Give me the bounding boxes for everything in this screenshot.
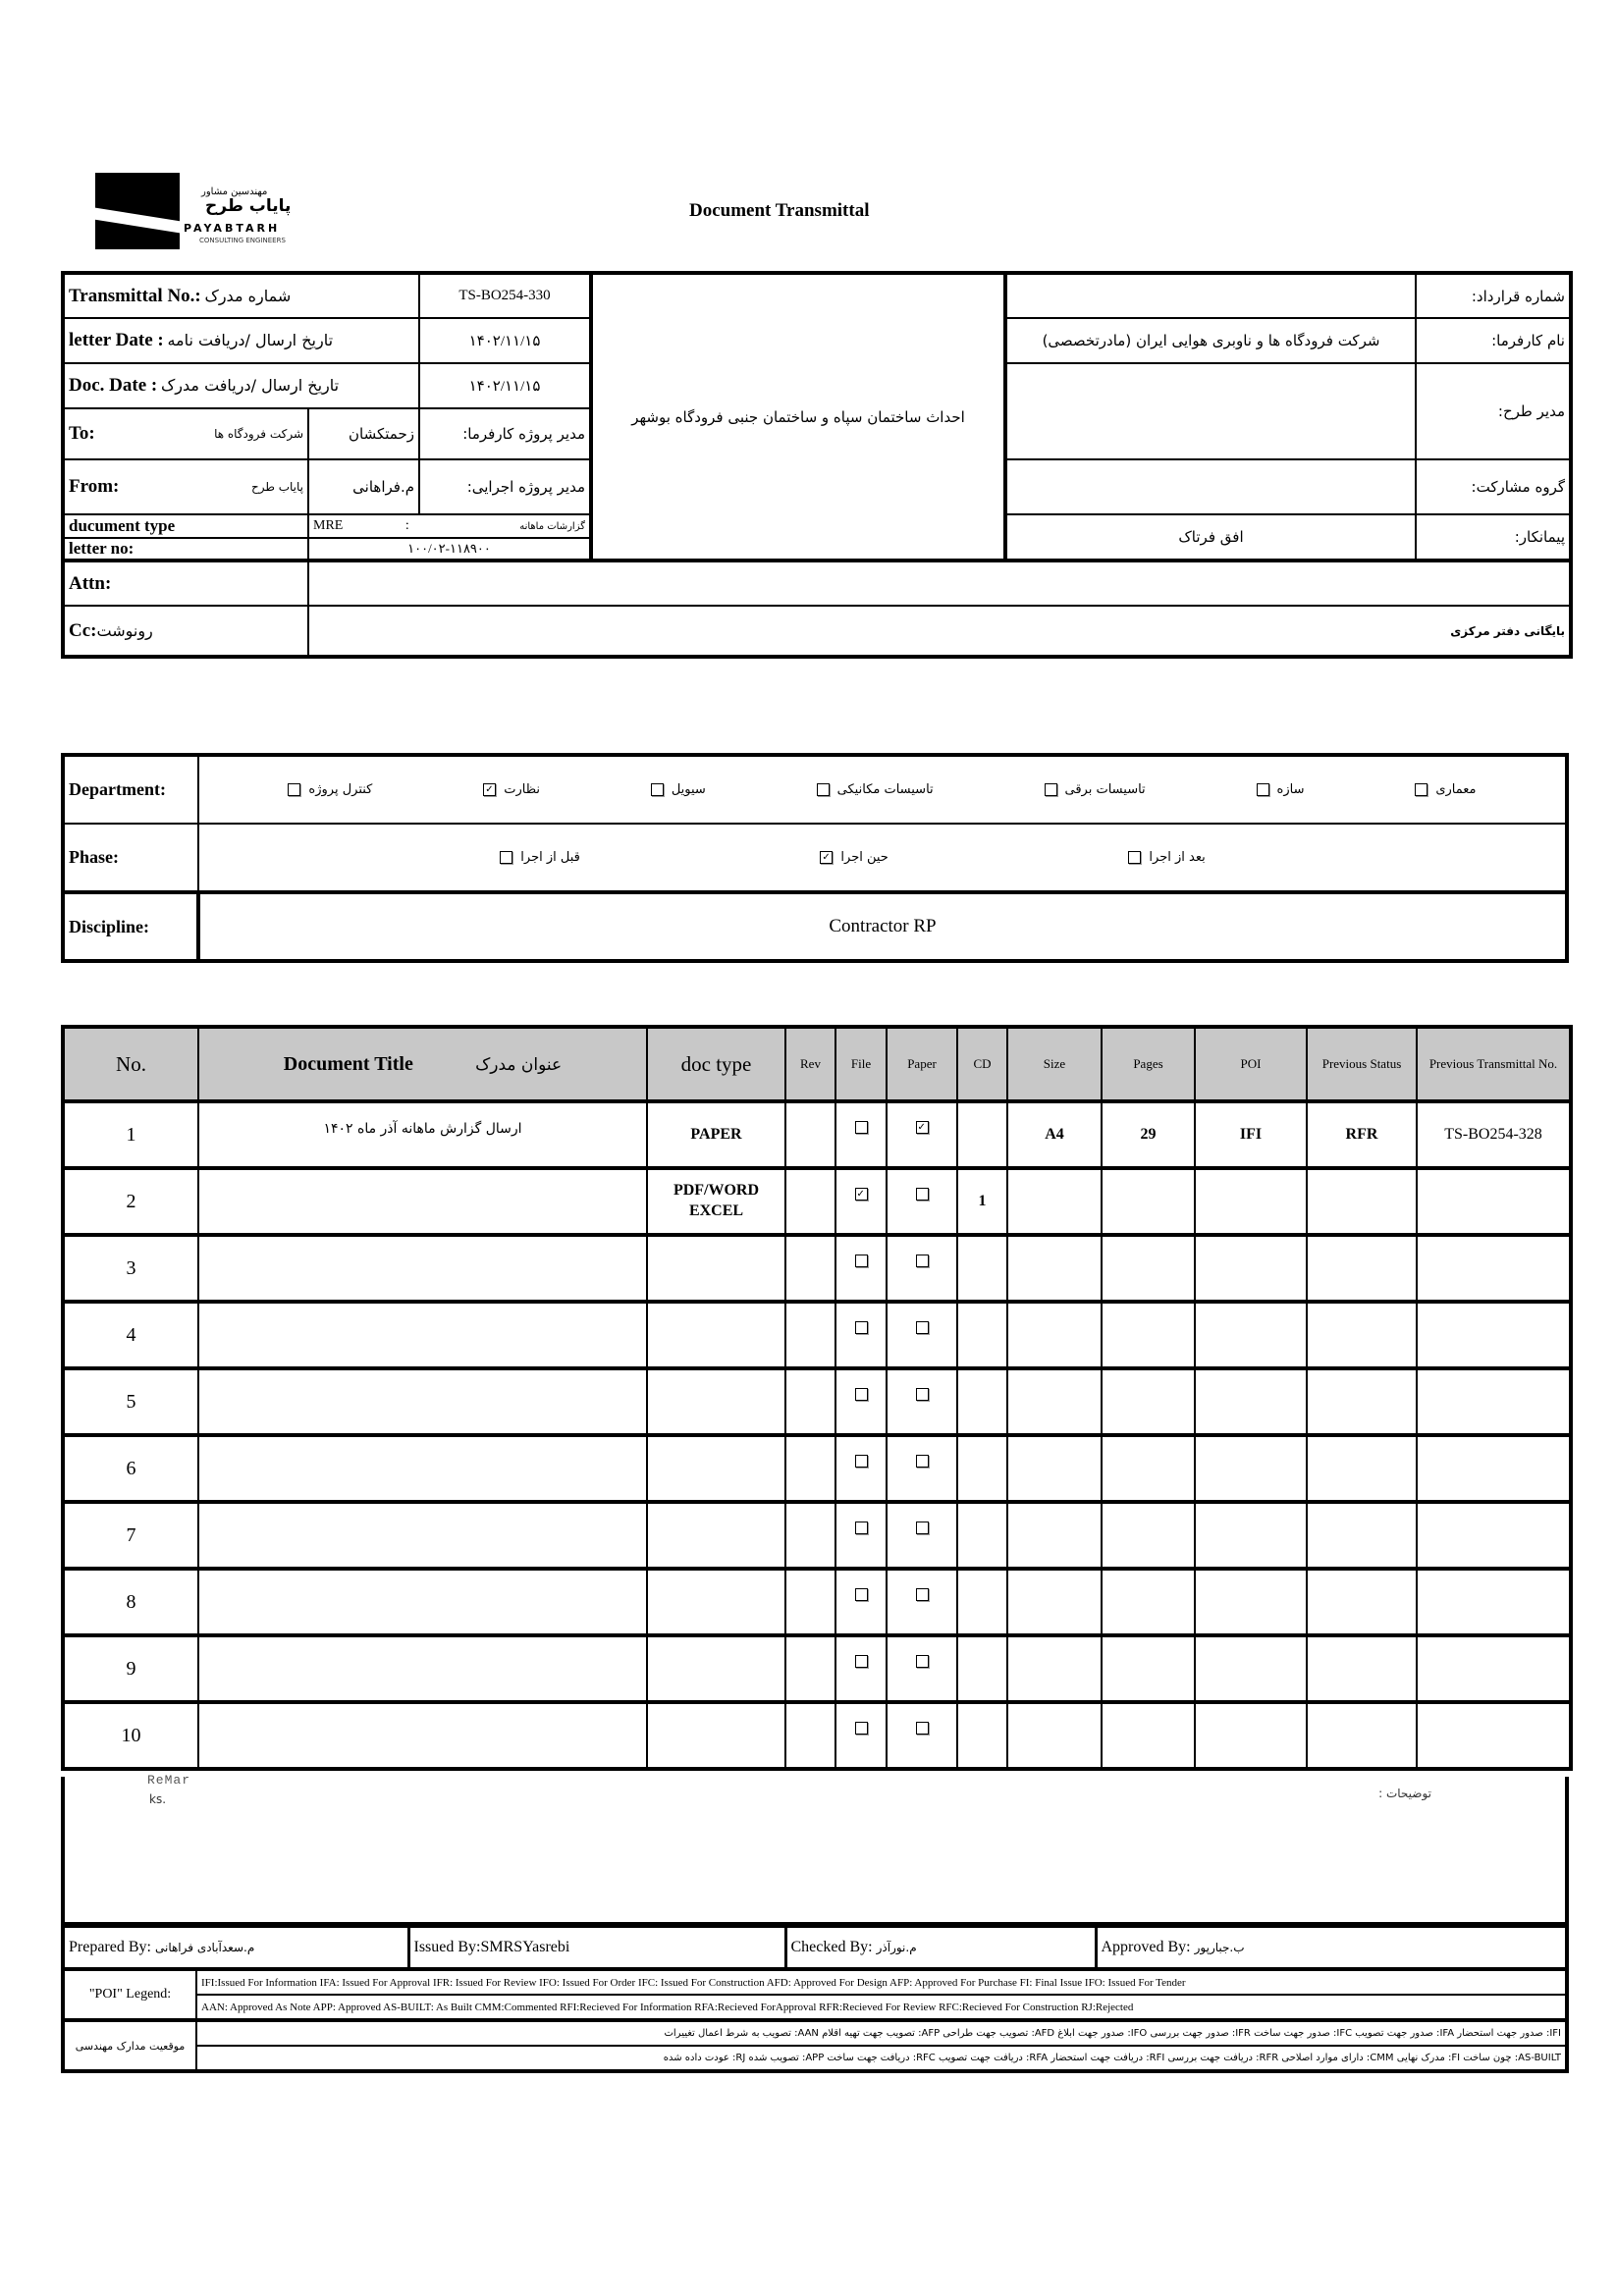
department-label: Department: xyxy=(63,755,198,824)
row-paper[interactable] xyxy=(887,1101,957,1168)
row-title xyxy=(198,1635,647,1702)
phase-label: Phase: xyxy=(63,824,198,892)
col-size: Size xyxy=(1007,1027,1102,1101)
checkbox-icon[interactable] xyxy=(855,1321,868,1334)
row-prev-transmittal xyxy=(1417,1502,1571,1569)
col-document-title: Document Title عنوان مدرک xyxy=(198,1027,647,1101)
option-label: کنترل پروژه xyxy=(308,782,373,797)
checkbox-checked-icon[interactable] xyxy=(916,1121,929,1134)
row-pages xyxy=(1102,1368,1195,1435)
option-department-5[interactable] xyxy=(483,782,540,797)
col-no: No. xyxy=(63,1027,198,1101)
row-poi xyxy=(1195,1368,1307,1435)
row-size xyxy=(1007,1368,1102,1435)
row-paper[interactable] xyxy=(887,1435,957,1502)
row-paper[interactable] xyxy=(887,1302,957,1368)
checkbox-icon[interactable] xyxy=(1415,783,1427,796)
row-title xyxy=(198,1569,647,1635)
checkbox-icon[interactable] xyxy=(500,851,512,864)
row-no: 1 xyxy=(63,1101,198,1168)
row-pages xyxy=(1102,1302,1195,1368)
plan-manager-value xyxy=(1005,363,1416,459)
table-row xyxy=(63,1635,1571,1702)
remarks-label-fa: توضیحات : xyxy=(1378,1787,1431,1800)
checkbox-checked-icon[interactable] xyxy=(855,1188,868,1201)
row-prev-transmittal xyxy=(1417,1569,1571,1635)
row-size xyxy=(1007,1435,1102,1502)
employer-value: شرکت فرودگاه ها و ناوبری هوایی ایران (مادرتخصصی) xyxy=(1005,318,1416,363)
attn-label: Attn: xyxy=(63,561,308,606)
poi-legend-label: "POI" Legend: xyxy=(63,1969,196,2020)
option-department-0[interactable] xyxy=(1415,782,1476,797)
partnership-group-label: گروه مشارکت: xyxy=(1416,459,1571,514)
row-pages xyxy=(1102,1235,1195,1302)
letter-no-value: ۱۰۰/۰۲-۱۱۸۹۰۰ xyxy=(308,538,591,561)
row-rev xyxy=(785,1368,835,1435)
row-paper[interactable] xyxy=(887,1168,957,1235)
col-file: File xyxy=(835,1027,887,1101)
row-no: 3 xyxy=(63,1235,198,1302)
company-logo xyxy=(95,173,341,251)
row-prev-transmittal: TS-BO254-328 xyxy=(1417,1101,1571,1168)
table-row xyxy=(63,1302,1571,1368)
checked-by: Checked By: م.نورآذر xyxy=(785,1926,1096,1969)
documents-table xyxy=(61,1025,1573,1771)
row-prev-status xyxy=(1307,1502,1417,1569)
discipline-value: Contractor RP xyxy=(198,892,1567,961)
to-value: شرکت فرودگاه ها xyxy=(214,427,303,441)
row-rev xyxy=(785,1101,835,1168)
row-prev-transmittal xyxy=(1417,1302,1571,1368)
transmittal-no-value: TS-BO254-330 xyxy=(419,273,591,318)
row-file[interactable] xyxy=(835,1302,887,1368)
row-size xyxy=(1007,1635,1102,1702)
row-no: 9 xyxy=(63,1635,198,1702)
row-poi xyxy=(1195,1702,1307,1769)
table-row xyxy=(63,1235,1571,1302)
remarks-label-suffix: ks. xyxy=(149,1792,167,1806)
document-type-value: MRE : گزارشات ماهانه xyxy=(308,514,591,538)
logo-fa-name: پایاب طرح xyxy=(205,196,292,216)
row-poi xyxy=(1195,1168,1307,1235)
table-row xyxy=(63,1101,1571,1168)
option-label: نظارت xyxy=(504,782,540,797)
transmittal-no-label: Transmittal No.: شماره مدرک xyxy=(63,273,419,318)
row-cd xyxy=(957,1569,1007,1635)
row-pages xyxy=(1102,1502,1195,1569)
row-file[interactable] xyxy=(835,1168,887,1235)
checkbox-icon[interactable] xyxy=(855,1388,868,1401)
row-title xyxy=(198,1368,647,1435)
row-doc-type xyxy=(647,1635,785,1702)
employer-pm-name: زحمتکشان xyxy=(308,408,419,459)
row-rev xyxy=(785,1168,835,1235)
row-cd xyxy=(957,1302,1007,1368)
document-type-label: ducument type xyxy=(63,514,308,538)
cc-label: Cc:رونوشت xyxy=(63,606,308,657)
checkbox-icon[interactable] xyxy=(916,1255,929,1267)
checkbox-icon[interactable] xyxy=(916,1321,929,1334)
contractor-value: افق فرتاک xyxy=(1005,514,1416,561)
checkbox-icon[interactable] xyxy=(855,1121,868,1134)
engineering-status-label: موقعیت مدارک مهندسی xyxy=(63,2020,196,2071)
letter-date-label: letter Date : تاریخ ارسال /دریافت نامه xyxy=(63,318,419,363)
row-size: A4 xyxy=(1007,1101,1102,1168)
signatures-table xyxy=(61,1924,1569,1971)
row-prev-status xyxy=(1307,1635,1417,1702)
executive-pm-label: مدیر پروژه اجرایی: xyxy=(419,459,591,514)
poi-legend-line-1: IFI:Issued For Information IFA: Issued For Approval IFR: Issued For Review IFO: Issued For Order IFC: Issued For Construction AFD: Approved For Design AFP: Approved For Purchase FI: Final Issue IFO: Issued For Tender xyxy=(196,1969,1567,1995)
row-rev xyxy=(785,1302,835,1368)
row-prev-transmittal xyxy=(1417,1435,1571,1502)
row-rev xyxy=(785,1502,835,1569)
checkbox-icon[interactable] xyxy=(1128,851,1141,864)
row-prev-transmittal xyxy=(1417,1635,1571,1702)
row-paper[interactable] xyxy=(887,1368,957,1435)
row-cd xyxy=(957,1101,1007,1168)
row-prev-status: RFR xyxy=(1307,1101,1417,1168)
row-paper[interactable] xyxy=(887,1569,957,1635)
logo-fa-subtitle: مهندسین مشاور xyxy=(201,187,268,197)
row-doc-type: PDF/WORD EXCEL xyxy=(647,1168,785,1235)
checkbox-icon[interactable] xyxy=(288,783,300,796)
row-no: 5 xyxy=(63,1368,198,1435)
option-department-2[interactable] xyxy=(1045,782,1146,797)
row-file[interactable] xyxy=(835,1235,887,1302)
cc-value: بایگانی دفتر مرکزی xyxy=(308,606,1571,657)
row-no: 10 xyxy=(63,1702,198,1769)
checkbox-icon[interactable] xyxy=(855,1588,868,1601)
option-label: بعد از اجرا xyxy=(1149,850,1206,865)
to-label: To: xyxy=(69,423,95,444)
checkbox-icon[interactable] xyxy=(855,1255,868,1267)
engineering-status-line-1: IFI: صدور جهت استحضار IFA: صدور جهت تصویب IFC: صدور جهت ساخت IFR: صدور جهت بررسی IFO: صدور جهت ابلاغ AFD: تصویب جهت طراحی AFP: تصویب جهت تهیه اقلام AAN: تصویب به شرط اعمال تغییرات xyxy=(196,2020,1567,2046)
row-paper[interactable] xyxy=(887,1235,957,1302)
row-pages xyxy=(1102,1435,1195,1502)
row-doc-type xyxy=(647,1702,785,1769)
row-file[interactable] xyxy=(835,1702,887,1769)
row-paper[interactable] xyxy=(887,1635,957,1702)
remarks-box xyxy=(61,1773,1569,1926)
doc-date-value: ۱۴۰۲/۱۱/۱۵ xyxy=(419,363,591,408)
row-doc-type xyxy=(647,1502,785,1569)
from-value: پایاب طرح xyxy=(250,480,303,494)
remarks-label-en: ReMar xyxy=(147,1773,191,1788)
col-poi: POI xyxy=(1195,1027,1307,1101)
row-poi xyxy=(1195,1502,1307,1569)
table-header-row xyxy=(63,1027,1571,1101)
checkbox-icon[interactable] xyxy=(855,1455,868,1468)
poi-legend-line-2: AAN: Approved As Note APP: Approved AS-BUILT: As Built CMM:Commented RFI:Recieved For Information RFA:Recieved ForApproval RFR:Recieved For Review RFC:Recieved For Construction RJ:Rejected xyxy=(196,1995,1567,2020)
row-size xyxy=(1007,1702,1102,1769)
row-file[interactable] xyxy=(835,1502,887,1569)
row-poi xyxy=(1195,1235,1307,1302)
row-cd xyxy=(957,1368,1007,1435)
letter-date-value: ۱۴۰۲/۱۱/۱۵ xyxy=(419,318,591,363)
executive-pm-name: م.فراهانی xyxy=(308,459,419,514)
row-pages: 29 xyxy=(1102,1101,1195,1168)
row-file[interactable] xyxy=(835,1368,887,1435)
row-file[interactable] xyxy=(835,1569,887,1635)
row-prev-status xyxy=(1307,1569,1417,1635)
table-row xyxy=(63,1502,1571,1569)
checkbox-icon[interactable] xyxy=(916,1455,929,1468)
col-previous-status: Previous Status xyxy=(1307,1027,1417,1101)
doc-date-label: Doc. Date : تاریخ ارسال /دریافت مدرک xyxy=(63,363,419,408)
option-label: معماری xyxy=(1435,782,1477,797)
attn-value xyxy=(308,561,1571,606)
logo-en-name: PAYABTARH xyxy=(184,222,281,235)
checkbox-icon[interactable] xyxy=(916,1588,929,1601)
checkbox-icon[interactable] xyxy=(1257,783,1269,796)
row-rev xyxy=(785,1435,835,1502)
row-rev xyxy=(785,1235,835,1302)
row-cd xyxy=(957,1435,1007,1502)
approved-by: Approved By: ب.جبارپور xyxy=(1096,1926,1567,1969)
partnership-group-value xyxy=(1005,459,1416,514)
checkbox-icon[interactable] xyxy=(916,1655,929,1668)
option-department-4[interactable] xyxy=(651,782,706,797)
plan-manager-label: مدیر طرح: xyxy=(1416,363,1571,459)
row-cd xyxy=(957,1702,1007,1769)
from-label: From: xyxy=(69,476,120,497)
option-department-1[interactable] xyxy=(1257,782,1305,797)
checkbox-icon[interactable] xyxy=(651,783,664,796)
row-no: 2 xyxy=(63,1168,198,1235)
row-title xyxy=(198,1702,647,1769)
logo-mark-icon xyxy=(95,173,180,249)
page-title: Document Transmittal xyxy=(689,200,870,221)
checkbox-icon[interactable] xyxy=(916,1522,929,1534)
contract-no-label: شماره قرارداد: xyxy=(1416,273,1571,318)
classification-table xyxy=(61,753,1569,963)
row-doc-type xyxy=(647,1569,785,1635)
row-doc-type xyxy=(647,1368,785,1435)
row-prev-status xyxy=(1307,1435,1417,1502)
col-previous-transmittal: Previous Transmittal No. xyxy=(1417,1027,1571,1101)
row-title: ارسال گزارش ماهانه آذر ماه ۱۴۰۲ xyxy=(198,1101,647,1168)
row-prev-transmittal xyxy=(1417,1235,1571,1302)
checkbox-checked-icon[interactable] xyxy=(483,783,496,796)
row-paper[interactable] xyxy=(887,1702,957,1769)
row-title xyxy=(198,1435,647,1502)
row-prev-transmittal xyxy=(1417,1368,1571,1435)
row-rev xyxy=(785,1569,835,1635)
row-size xyxy=(1007,1569,1102,1635)
prepared-by: Prepared By: م.سعدآبادی فراهانی xyxy=(63,1926,408,1969)
row-doc-type: PAPER xyxy=(647,1101,785,1168)
row-size xyxy=(1007,1168,1102,1235)
row-prev-status xyxy=(1307,1368,1417,1435)
row-pages xyxy=(1102,1635,1195,1702)
row-size xyxy=(1007,1502,1102,1569)
row-rev xyxy=(785,1702,835,1769)
employer-label: نام کارفرما: xyxy=(1416,318,1571,363)
poi-legend-table xyxy=(61,1967,1569,2073)
row-size xyxy=(1007,1302,1102,1368)
row-pages xyxy=(1102,1569,1195,1635)
row-title xyxy=(198,1302,647,1368)
row-poi xyxy=(1195,1635,1307,1702)
checkbox-icon[interactable] xyxy=(916,1722,929,1735)
option-department-3[interactable] xyxy=(817,782,934,797)
row-cd: 1 xyxy=(957,1168,1007,1235)
row-poi xyxy=(1195,1569,1307,1635)
row-cd xyxy=(957,1502,1007,1569)
option-phase-2[interactable] xyxy=(500,850,580,865)
checkbox-icon[interactable] xyxy=(855,1655,868,1668)
table-row xyxy=(63,1435,1571,1502)
col-cd: CD xyxy=(957,1027,1007,1101)
engineering-status-line-2: AS-BUILT: چون ساخت FI: مدرک نهایی CMM: دارای موارد اصلاحی RFR: دریافت جهت بررسی RFI: دریافت جهت استحضار RFA: دریافت جهت تصویب RFC: دریافت جهت ساخت APP: تصویب شده RJ: عودت داده شده xyxy=(196,2046,1567,2071)
department-options xyxy=(198,755,1567,824)
row-prev-status xyxy=(1307,1168,1417,1235)
option-phase-1[interactable] xyxy=(820,850,888,865)
contract-no-value xyxy=(1005,273,1416,318)
issued-by: Issued By:SMRSYasrebi xyxy=(408,1926,785,1969)
row-no: 4 xyxy=(63,1302,198,1368)
row-prev-transmittal xyxy=(1417,1168,1571,1235)
checkbox-icon[interactable] xyxy=(1045,783,1057,796)
option-label: قبل از اجرا xyxy=(520,850,580,865)
col-paper: Paper xyxy=(887,1027,957,1101)
option-phase-0[interactable] xyxy=(1128,850,1205,865)
col-doc-type: doc type xyxy=(647,1027,785,1101)
checkbox-checked-icon[interactable] xyxy=(820,851,833,864)
checkbox-icon[interactable] xyxy=(916,1388,929,1401)
row-prev-status xyxy=(1307,1235,1417,1302)
option-department-6[interactable] xyxy=(288,782,372,797)
letter-no-label: letter no: xyxy=(63,538,308,561)
row-rev xyxy=(785,1635,835,1702)
option-label: حین اجرا xyxy=(840,850,889,865)
row-cd xyxy=(957,1635,1007,1702)
checkbox-icon[interactable] xyxy=(916,1188,929,1201)
row-poi: IFI xyxy=(1195,1101,1307,1168)
table-row xyxy=(63,1368,1571,1435)
row-cd xyxy=(957,1235,1007,1302)
row-title xyxy=(198,1168,647,1235)
row-no: 8 xyxy=(63,1569,198,1635)
to-cell xyxy=(63,408,308,459)
checkbox-icon[interactable] xyxy=(855,1722,868,1735)
row-poi xyxy=(1195,1302,1307,1368)
row-prev-status xyxy=(1307,1302,1417,1368)
checkbox-icon[interactable] xyxy=(855,1522,868,1534)
row-paper[interactable] xyxy=(887,1502,957,1569)
employer-pm-label: مدیر پروژه کارفرما: xyxy=(419,408,591,459)
row-size xyxy=(1007,1235,1102,1302)
row-file[interactable] xyxy=(835,1101,887,1168)
table-row xyxy=(63,1168,1571,1235)
row-prev-transmittal xyxy=(1417,1702,1571,1769)
from-cell xyxy=(63,459,308,514)
phase-options xyxy=(198,824,1567,892)
col-rev: Rev xyxy=(785,1027,835,1101)
option-label: سیویل xyxy=(671,782,706,797)
row-file[interactable] xyxy=(835,1435,887,1502)
row-title xyxy=(198,1235,647,1302)
row-title xyxy=(198,1502,647,1569)
row-doc-type xyxy=(647,1435,785,1502)
row-pages xyxy=(1102,1702,1195,1769)
row-doc-type xyxy=(647,1302,785,1368)
project-title: احداث ساختمان سپاه و ساختمان جنبی فرودگاه بوشهر xyxy=(591,273,1005,561)
col-pages: Pages xyxy=(1102,1027,1195,1101)
row-doc-type xyxy=(647,1235,785,1302)
row-poi xyxy=(1195,1435,1307,1502)
option-label: تاسیسات برقی xyxy=(1064,782,1146,797)
checkbox-icon[interactable] xyxy=(817,783,830,796)
row-prev-status xyxy=(1307,1702,1417,1769)
option-label: سازه xyxy=(1276,782,1305,797)
contractor-label: پیمانکار: xyxy=(1416,514,1571,561)
row-no: 6 xyxy=(63,1435,198,1502)
row-file[interactable] xyxy=(835,1635,887,1702)
transmittal-info-table xyxy=(61,271,1573,659)
row-no: 7 xyxy=(63,1502,198,1569)
table-row xyxy=(63,1569,1571,1635)
logo-en-subtitle: CONSULTING ENGINEERS xyxy=(199,237,286,244)
option-label: تاسیسات مکانیکی xyxy=(836,782,934,797)
table-row xyxy=(63,1702,1571,1769)
discipline-label: Discipline: xyxy=(63,892,198,961)
row-pages xyxy=(1102,1168,1195,1235)
